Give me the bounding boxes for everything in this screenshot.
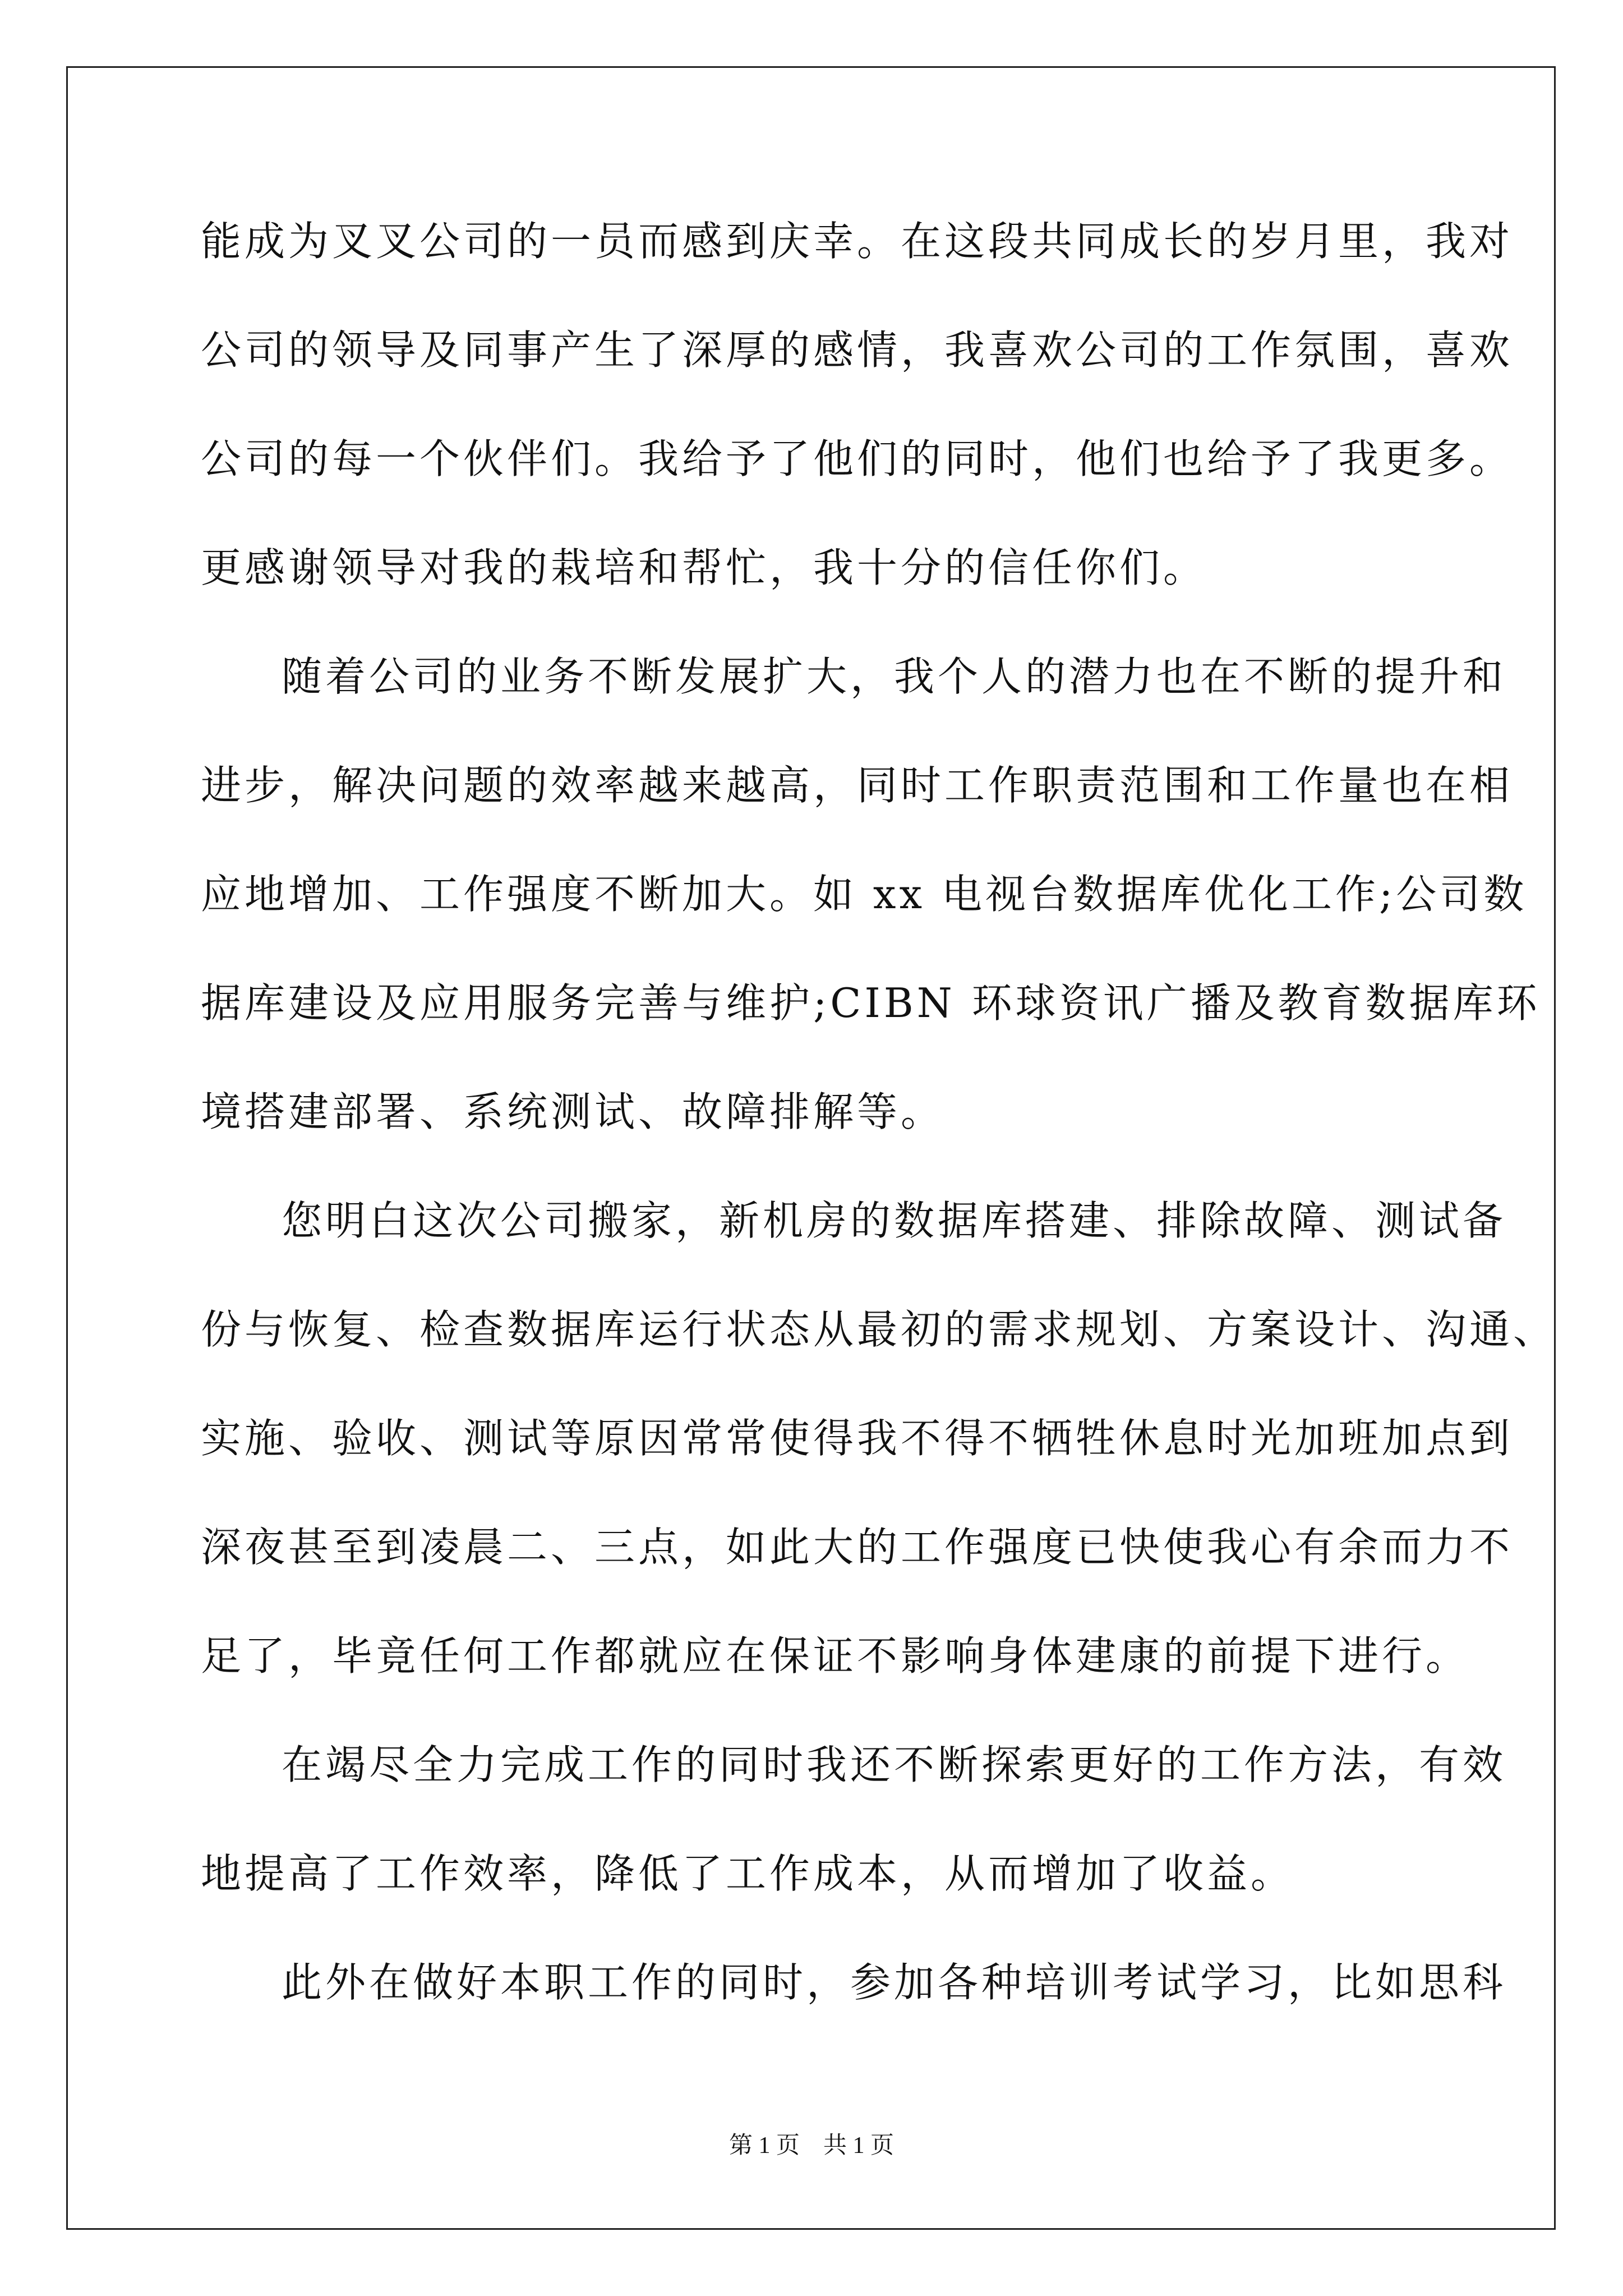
text-line: 份与恢复、检查数据库运行状态从最初的需求规划、方案设计、沟通、 [201, 1306, 1557, 1353]
text-line: 足了，毕竟任何工作都就应在保证不影响身体建康的前提下进行。 [201, 1632, 1470, 1680]
paragraph-first-line: 此外在做好本职工作的同时，参加各种培训考试学习，比如思科 [282, 1959, 1507, 2006]
text-line: 地提高了工作效率，降低了工作成本，从而增加了收益。 [201, 1850, 1295, 1897]
text-line: 进步，解决问题的效率越来越高，同时工作职责范围和工作量也在相 [201, 762, 1514, 809]
paragraph-first-line: 在竭尽全力完成工作的同时我还不断探索更好的工作方法，有效 [282, 1741, 1507, 1788]
text-line: 深夜甚至到凌晨二、三点，如此大的工作强度已快使我心有余而力不 [201, 1524, 1514, 1571]
text-line: 应地增加、工作强度不断加大。如 xx 电视台数据库优化工作;公司数 [201, 871, 1528, 918]
paragraph-first-line: 您明白这次公司搬家，新机房的数据库搭建、排除故障、测试备 [282, 1197, 1507, 1244]
text-line: 境搭建部署、系统测试、故障排解等。 [201, 1088, 945, 1135]
text-line: 据库建设及应用服务完善与维护;CIBN 环球资讯广播及教育数据库环 [201, 979, 1541, 1027]
text-line: 公司的每一个伙伴们。我给予了他们的同时，他们也给予了我更多。 [201, 435, 1514, 482]
text-line: 实施、验收、测试等原因常常使得我不得不牺牲休息时光加班加点到 [201, 1415, 1514, 1462]
text-line: 更感谢领导对我的栽培和帮忙，我十分的信任你们。 [201, 544, 1207, 591]
page-number-footer: 第 1 页 共 1 页 [728, 2133, 894, 2159]
paragraph-first-line: 随着公司的业务不断发展扩大，我个人的潜力也在不断的提升和 [282, 653, 1507, 700]
text-line: 公司的领导及同事产生了深厚的感情，我喜欢公司的工作氛围，喜欢 [201, 326, 1514, 374]
text-line: 能成为叉叉公司的一员而感到庆幸。在这段共同成长的岁月里，我对 [201, 218, 1514, 265]
page-border [66, 66, 1556, 2230]
